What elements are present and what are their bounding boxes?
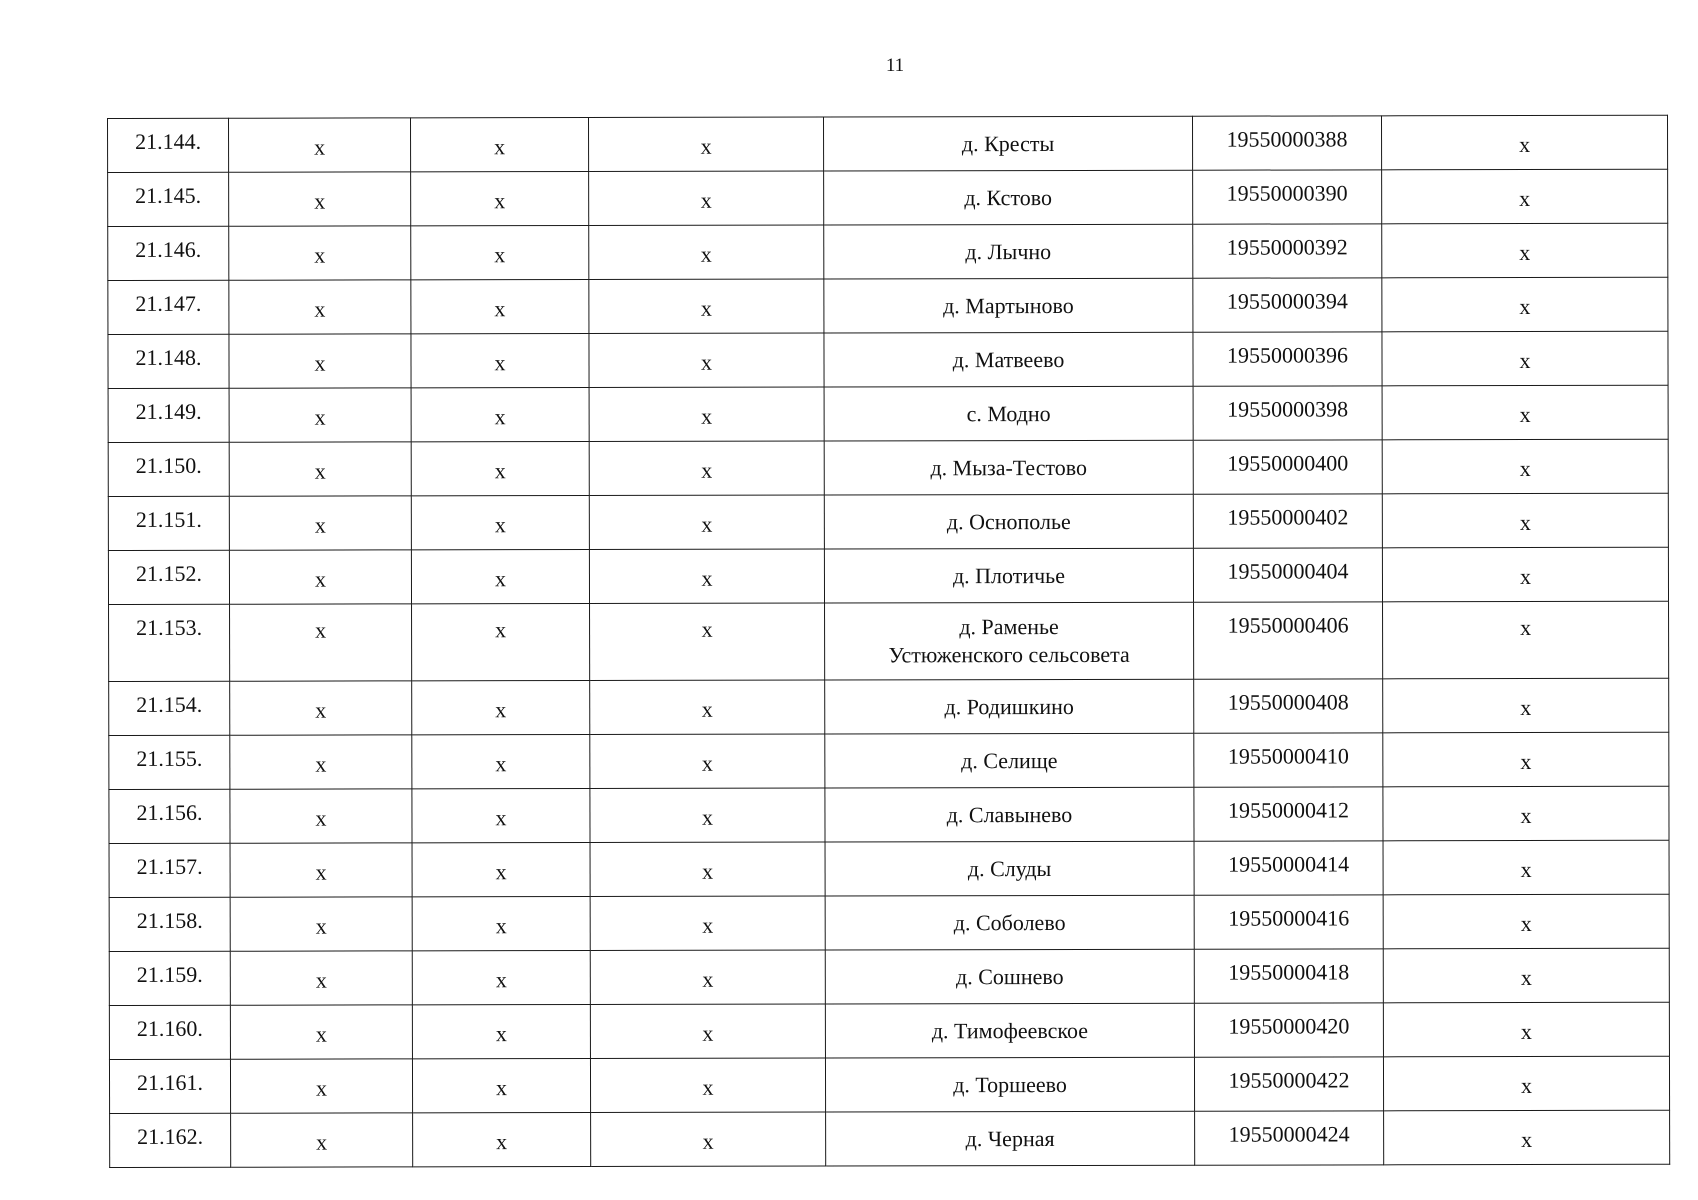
oktmo-code: 19550000402 <box>1193 494 1382 548</box>
table-row <box>108 169 1668 226</box>
cell-x: x <box>229 226 411 280</box>
cell-x: x <box>1382 547 1668 602</box>
cell-x: x <box>229 334 411 388</box>
cell-x: x <box>589 117 824 171</box>
cell-x: x <box>411 387 589 441</box>
cell-x: x <box>411 117 589 171</box>
row-number: 21.147. <box>108 280 229 334</box>
row-number: 21.145. <box>108 172 229 226</box>
table-row <box>109 786 1669 843</box>
settlement-name: д. Плотичье <box>824 548 1193 603</box>
row-number: 21.156. <box>109 789 230 843</box>
settlement-name: д. Сошнево <box>825 949 1194 1004</box>
cell-x: x <box>230 951 412 1005</box>
row-number: 21.152. <box>108 550 229 604</box>
cell-x: x <box>590 842 825 896</box>
cell-x: x <box>412 842 590 896</box>
cell-x: x <box>411 171 589 225</box>
cell-x: x <box>230 1005 412 1059</box>
cell-x: x <box>412 788 590 842</box>
cell-x: x <box>229 280 411 334</box>
cell-x: x <box>230 843 412 897</box>
cell-x: x <box>1382 385 1668 440</box>
cell-x: x <box>412 896 590 950</box>
cell-x: x <box>1384 1110 1670 1165</box>
oktmo-code: 19550000416 <box>1194 895 1383 949</box>
table-row <box>108 547 1668 604</box>
oktmo-code: 19550000410 <box>1194 733 1383 787</box>
cell-x: x <box>412 680 590 734</box>
oktmo-code: 19550000420 <box>1194 1003 1383 1057</box>
row-number: 21.149. <box>108 388 229 442</box>
row-number: 21.162. <box>110 1113 231 1167</box>
table-row <box>109 948 1669 1005</box>
cell-x: x <box>230 735 412 789</box>
settlement-name: д. Лычно <box>824 224 1193 279</box>
row-number: 21.155. <box>109 735 230 789</box>
row-number: 21.159. <box>109 951 230 1005</box>
cell-x: x <box>1381 115 1667 170</box>
cell-x: x <box>1382 277 1668 332</box>
cell-x: x <box>590 1058 825 1112</box>
table-row <box>108 493 1668 550</box>
table-row <box>109 601 1669 681</box>
oktmo-code: 19550000398 <box>1193 386 1382 440</box>
cell-x: x <box>230 681 412 735</box>
oktmo-code: 19550000392 <box>1193 224 1382 278</box>
oktmo-code: 19550000404 <box>1193 548 1382 602</box>
cell-x: x <box>1383 1002 1669 1057</box>
cell-x: x <box>229 442 411 496</box>
row-number: 21.153. <box>109 604 230 681</box>
table-row <box>108 439 1668 496</box>
cell-x: x <box>411 495 589 549</box>
table-row <box>108 277 1668 334</box>
oktmo-code: 19550000412 <box>1194 787 1383 841</box>
oktmo-code: 19550000418 <box>1194 949 1383 1003</box>
oktmo-code: 19550000396 <box>1193 332 1382 386</box>
cell-x: x <box>411 441 589 495</box>
cell-x: x <box>589 279 824 333</box>
cell-x: x <box>230 789 412 843</box>
cell-x: x <box>591 1112 826 1166</box>
cell-x: x <box>229 496 411 550</box>
cell-x: x <box>230 604 412 681</box>
cell-x: x <box>1383 948 1669 1003</box>
row-number: 21.158. <box>109 897 230 951</box>
cell-x: x <box>1382 223 1668 278</box>
cell-x: x <box>590 788 825 842</box>
row-number: 21.161. <box>109 1059 230 1113</box>
oktmo-code: 19550000406 <box>1194 602 1383 679</box>
cell-x: x <box>1382 493 1668 548</box>
settlement-register-table <box>107 115 1670 1168</box>
cell-x: x <box>230 1059 412 1113</box>
table-row <box>108 223 1668 280</box>
cell-x: x <box>590 680 825 734</box>
table-row <box>109 732 1669 789</box>
oktmo-code: 19550000414 <box>1194 841 1383 895</box>
table-row <box>109 1056 1669 1113</box>
oktmo-code: 19550000388 <box>1192 116 1381 170</box>
settlement-name: д. Мыза-Тестово <box>824 440 1193 495</box>
table-row <box>109 840 1669 897</box>
row-number: 21.144. <box>108 118 229 172</box>
cell-x: x <box>590 950 825 1004</box>
oktmo-code: 19550000394 <box>1193 278 1382 332</box>
oktmo-code: 19550000424 <box>1195 1111 1384 1165</box>
cell-x: x <box>589 495 824 549</box>
page-number: 11 <box>885 55 905 76</box>
table-row <box>108 385 1668 442</box>
settlement-name: д. Соболево <box>825 895 1194 950</box>
cell-x: x <box>590 603 825 680</box>
settlement-name: д. Слуды <box>825 841 1194 896</box>
cell-x: x <box>590 1004 825 1058</box>
oktmo-code: 19550000400 <box>1193 440 1382 494</box>
cell-x: x <box>1383 786 1669 841</box>
cell-x: x <box>229 172 411 226</box>
settlement-name: д. Черная <box>826 1111 1195 1166</box>
row-number: 21.151. <box>108 496 229 550</box>
table-row <box>109 894 1669 951</box>
settlement-name: д. Торшеево <box>825 1057 1194 1112</box>
cell-x: x <box>1383 840 1669 895</box>
cell-x: x <box>1382 331 1668 386</box>
settlement-name-line: Устюженского сельсовета <box>888 641 1130 668</box>
table-row <box>109 678 1669 735</box>
cell-x: x <box>230 897 412 951</box>
cell-x: x <box>589 387 824 441</box>
cell-x: x <box>412 603 590 680</box>
row-number: 21.160. <box>109 1005 230 1059</box>
cell-x: x <box>412 950 590 1004</box>
cell-x: x <box>589 225 824 279</box>
oktmo-code: 19550000408 <box>1194 679 1383 733</box>
settlement-name: д. Славынево <box>825 787 1194 842</box>
cell-x: x <box>589 549 824 603</box>
settlement-name <box>825 602 1194 680</box>
cell-x: x <box>229 118 411 172</box>
cell-x: x <box>412 1058 590 1112</box>
table-row <box>110 1110 1670 1167</box>
cell-x: x <box>1383 894 1669 949</box>
cell-x: x <box>229 550 411 604</box>
settlement-name: д. Селище <box>825 733 1194 788</box>
cell-x: x <box>1383 732 1669 787</box>
cell-x: x <box>411 225 589 279</box>
table-row <box>108 115 1668 172</box>
cell-x: x <box>411 279 589 333</box>
settlement-name: д. Оснополье <box>824 494 1193 549</box>
settlement-name: д. Кстово <box>824 170 1193 225</box>
cell-x: x <box>229 388 411 442</box>
settlement-name: д. Тимофеевское <box>825 1003 1194 1058</box>
settlement-name: д. Матвеево <box>824 332 1193 387</box>
table-row <box>109 1002 1669 1059</box>
cell-x: x <box>590 896 825 950</box>
cell-x: x <box>1383 678 1669 733</box>
cell-x: x <box>1382 439 1668 494</box>
cell-x: x <box>412 734 590 788</box>
cell-x: x <box>589 171 824 225</box>
settlement-name: д. Мартыново <box>824 278 1193 333</box>
cell-x: x <box>413 1112 591 1166</box>
oktmo-code: 19550000390 <box>1193 170 1382 224</box>
row-number: 21.154. <box>109 681 230 735</box>
row-number: 21.150. <box>108 442 229 496</box>
settlement-name: д. Кресты <box>823 116 1192 171</box>
row-number: 21.157. <box>109 843 230 897</box>
cell-x: x <box>412 1004 590 1058</box>
table-body <box>108 115 1670 1167</box>
cell-x: x <box>1383 601 1669 679</box>
cell-x: x <box>589 333 824 387</box>
settlement-name-line: д. Раменье <box>959 614 1059 640</box>
oktmo-code: 19550000422 <box>1194 1057 1383 1111</box>
row-number: 21.146. <box>108 226 229 280</box>
cell-x: x <box>1382 169 1668 224</box>
table-row <box>108 331 1668 388</box>
cell-x: x <box>590 734 825 788</box>
cell-x: x <box>411 333 589 387</box>
settlement-name: д. Родишкино <box>825 679 1194 734</box>
cell-x: x <box>1383 1056 1669 1111</box>
cell-x: x <box>411 549 589 603</box>
settlement-name: с. Модно <box>824 386 1193 441</box>
cell-x: x <box>589 441 824 495</box>
cell-x: x <box>231 1113 413 1167</box>
row-number: 21.148. <box>108 334 229 388</box>
